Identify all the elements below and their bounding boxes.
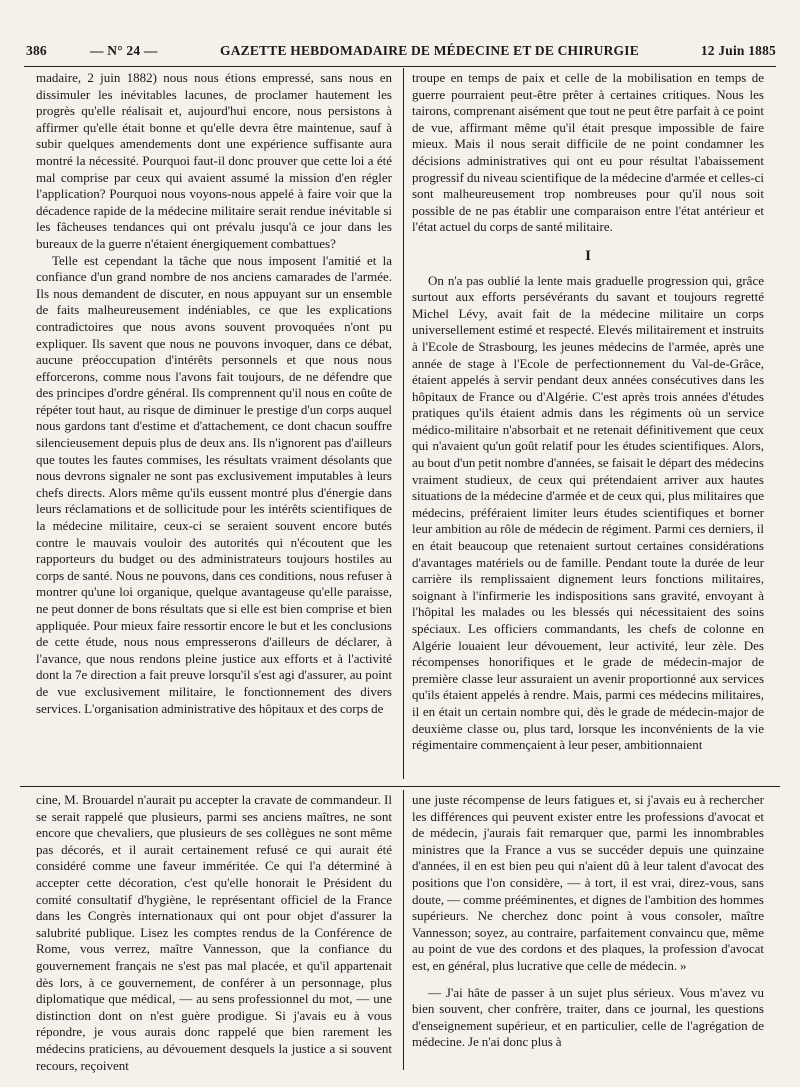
paragraph: — J'ai hâte de passer à un sujet plus sérieux. Vous m'avez vu bien souvent, cher confrère, traiter, dans ce journal, les questions d'enseignement supérieur, et en particulier, celle de l'agrégation de médecine. Je n'ai donc plus à xyxy=(412,984,764,1050)
issue-date: 12 Juin 1885 xyxy=(700,43,776,58)
paragraph: On n'a pas oublié la lente mais graduelle progression qui, grâce surtout aux efforts persévérants du savant et toujours regretté Michel Lévy, avait fait de la médecine militaire un corps universellement estimé et respecté. Elevés militairement et instruits à l'Ecole de Strasbourg, les jeunes médecins de l'armée, après une année de stage à l'Ecole de perfectionnement du Val-de-Grâce, étaient appelés à servir pendant deux années consécutives dans les hôpitaux de France ou d'Algérie. C'est après trois années d'études pratiques qu'ils étaient admis dans les régiments où un service médico-militaire n'absorbait et ne retenait définitivement que ceux qui n'avaient qu'un goût relatif pour les études scientifiques. Alors, au bout d'un petit nombre d'années, se faisait le départ des médecins vraiment studieux, de ceux qui prétendaient arriver aux hautes situations de la médecine d'armée et de ceux qui, plus militaires que médecins, préféraient limiter leurs études scientifiques et borner leur ambition au rôle de médecin de régiment. Parmi ces derniers, il en était beaucoup que retenaient surtout certaines considérations d'avantages matériels ou de famille. Pendant toute la durée de leur carrière ils remplissaient dignement leurs fonctions militaires, soignant à l'infirmerie les indispositions sans gravité, envoyant à l'hôpital les malades ou les blessés qui nécessitaient des soins spéciaux. Les officiers commandants, les chefs de colonne en Algérie louaient leur dévouement, leur activité, leur zèle. Des récompenses honorifiques et le grade de médecin-major de première classe leur assuraient un avenir proportionné aux services qu'ils étaient appelés à rendre. Mais, parmi ces médecins militaires, il en était un certain nombre qui, dès le grade de médecin-major de deuxième classe ou, plus tard, lorsque les inconvénients de la vie régimentaire commençaient à leur peser, ambitionnaient xyxy=(412,272,764,753)
header-rule xyxy=(24,66,776,67)
bottom-column-divider xyxy=(403,790,404,1070)
paragraph: troupe en temps de paix et celle de la mobilisation en temps de guerre pourraient peut-être prêter à certaines critiques. Nous les tairons, comprenant aisément que tout ne peut être parfait à ce point de vue, affirmant même qu'il était presque impossible de faire mieux. Mais il nous serait difficile de ne point condamner les décisions administratives qui ont eu pour résultat l'abaissement progressif du niveau scientifique de la médecine d'armée et celles-ci sont malheureusement trop nombreuses pour qu'il nous soit possible de ne pas établir une comparaison entre l'état antérieur et l'état actuel du corps de santé militaire. xyxy=(412,70,764,235)
top-column-divider xyxy=(403,68,404,779)
paragraph: une juste récompense de leurs fatigues et, si j'avais eu à rechercher les différences qui peuvent exister entre les professions d'avocat et de médecin, j'aurais fait remarquer que, parmi les innombrables ministres que la France a vus se succéder depuis une quinzaine d'années, il en est bien peu qui n'aient dû à leur talent d'avocat des positions que l'on considère, — à tort, il est vrai, direz-vous, sans doute, — comme prééminentes, et dignes de l'ambition des hommes supérieurs. Ne cherchez donc point à vous consoler, maître Vannesson; soyez, au contraire, parfaitement convaincu que, même au point de vue des cordons et des plaques, la profession d'avocat est, en général, plus lucrative que celle de médecin. » xyxy=(412,792,764,973)
section-separator-rule xyxy=(20,786,780,787)
paragraph: Telle est cependant la tâche que nous imposent l'amitié et la confiance d'un grand nombre de nos anciens camarades de l'armée. Ils nous demandent de discuter, en nous appuyant sur un ensemble de faits malheureusement indéniables, ce que les explications contradictoires que nous avons souvent provoquées n'ont pu expliquer. Ils savent que nous ne pouvons invoquer, dans ce débat, aucune préoccupation d'intérêts personnels et que nous nous efforcerons, comme nous l'avons fait toujours, de ne défendre que des principes d'ordre général. Ils comprennent qu'il nous en coûte de répéter tout haut, au risque de diminuer le prestige d'un corps auquel nous gardons tant d'estime et d'attachement, ce dont chacun souffre silencieusement depuis plus de deux ans. Ils n'ignorent pas d'ailleurs que toutes les fautes commises, les résultats vraiment désolants que nous devrons signaler ne sont pas exclusivement imputables à leurs chefs directs. Alors même qu'ils eussent montré plus d'énergie dans leurs réclamations et de sollicitude pour les intérêts scientifiques de la médecine militaire, ceux-ci se seraient souvent encore butés contre le mauvais vouloir des autorités qui n'écoutent que les rapporteurs du budget ou des administrateurs toujours hostiles au corps de santé. Nous ne pouvons, dans ces conditions, nous refuser à montrer qu'une loi organique, quelque avantageuse qu'elle paraisse, ne peut donner de bons résultats que si elle est bien comprise et bien appliquée. Pour mieux faire ressortir encore le but et les conclusions de cette étude, nous nous empresserons d'ailleurs de déclarer, à l'avance, que nous rendons pleine justice aux efforts et à l'activité dont la 7e direction a fait preuve lorsqu'il s'est agi d'assurer, au point de vue exclusivement militaire, le fonctionnement des divers services. L'organisation administrative des hôpitaux et des corps de xyxy=(36,252,392,716)
journal-title: GAZETTE HEBDOMADAIRE DE MÉDECINE ET DE CHIRURGIE xyxy=(220,43,639,58)
top-right-column xyxy=(412,70,764,754)
bottom-right-column xyxy=(412,792,764,1051)
page-number: 386 xyxy=(26,43,47,58)
issue-number: — N° 24 — xyxy=(90,43,158,58)
section-heading: I xyxy=(585,247,591,264)
bottom-left-column xyxy=(36,792,392,1074)
paragraph: cine, M. Brouardel n'aurait pu accepter la cravate de commandeur. Il se serait rappelé que plusieurs, parmi ses anciens maîtres, ne sont encore que chevaliers, que plusieurs de ses collègues ne sont même pas décorés, et il aurait certainement refusé ce qui aurait été considéré comme une faveur imméritée. Ce qui l'a déterminé à accepter cette décoration, c'est qu'elle honorait le Président du comité consultatif d'hygiène, le représentant officiel de la France dans les Congrès internationaux qui ont pour objet d'assurer la salubrité publique. Lisez les comptes rendus de la Conférence de Rome, vous verrez, maître Vannesson, que la confiance du gouvernement français ne s'est pas mal placée, et qu'il appartenait dès lors, à ce gouvernement, de conférer à un personnage, plus diplomatique que médical, — au sens professionnel du mot, — une distinction dont on n'est guère prodigue. Si j'avais eu à vous répondre, je vous aurais donc rappelé que bien rarement les médecins praticiens, au dévouement desquels la justice a si souvent recours, reçoivent xyxy=(36,792,392,1073)
top-left-column xyxy=(36,70,392,717)
page-header xyxy=(24,40,778,62)
paragraph: madaire, 2 juin 1882) nous nous étions empressé, sans nous en dissimuler les inévitables lacunes, de proclamer hautement les progrès qu'elle réalisait et, aujourd'hui encore, nous persistons à affirmer qu'elle était bonne et qu'elle devra être maintenue, sauf à subir quelques amendements dont une expérience suffisante aura montré la nécessité. Pourquoi faut-il donc prouver que cette loi a été mal comprise par ceux qui avaient assumé la mission d'en régler l'application? Pourquoi nous voyons-nous appelé à faire voir que la décadence rapide de la médecine militaire serait rendue inévitable si les fâcheuses tendances qui ont prévalu jusqu'à ce jour dans les bureaux de la guerre n'étaient énergiquement combattues? xyxy=(36,70,392,251)
